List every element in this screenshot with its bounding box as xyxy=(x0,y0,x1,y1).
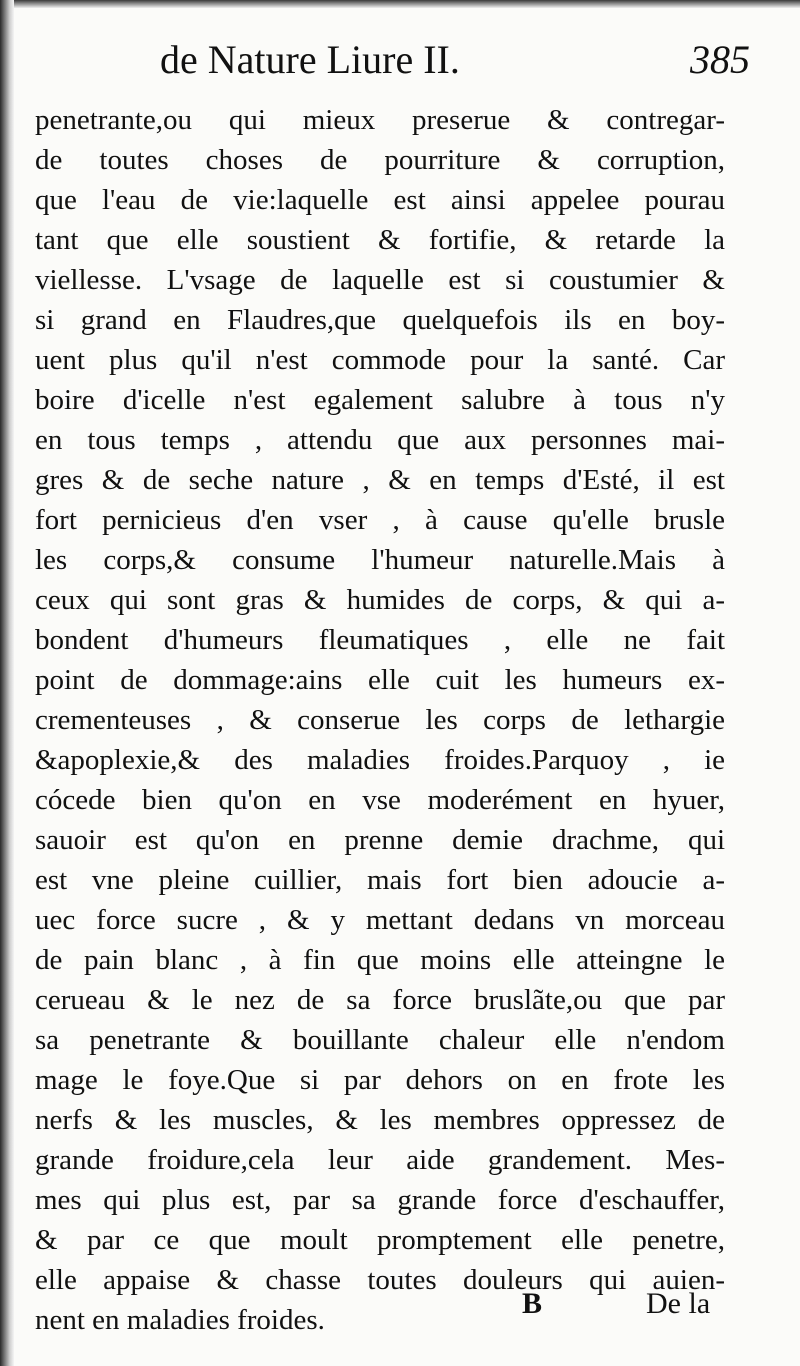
page-header xyxy=(160,30,760,90)
text-line: bondent d'humeurs fleumatiques , elle ne fait xyxy=(35,624,725,656)
text-line: & par ce que moult promptement elle penetre, xyxy=(35,1224,725,1256)
text-line: ceux qui sont gras & humides de corps, & qui a- xyxy=(35,584,725,616)
text-line: nent en maladies froides. xyxy=(35,1304,325,1336)
text-line: tant que elle soustient & fortifie, & retarde la xyxy=(35,224,725,256)
text-line: elle appaise & chasse toutes douleurs qui auien- xyxy=(35,1264,725,1296)
text-line: mes qui plus est, par sa grande force d'eschauffer, xyxy=(35,1184,725,1216)
text-line: cerueau & le nez de sa force bruslãte,ou que par xyxy=(35,984,725,1016)
text-line: uec force sucre , & y mettant dedans vn morceau xyxy=(35,904,725,936)
catchword: De la xyxy=(646,1287,711,1320)
text-line: nerfs & les muscles, & les membres oppressez de xyxy=(35,1104,725,1136)
text-line: uent plus qu'il n'est commode pour la santé. Car xyxy=(35,344,725,376)
page-number: 385 xyxy=(690,37,750,82)
text-line: penetrante,ou qui mieux preserue & contregar- xyxy=(35,104,725,136)
body-text xyxy=(35,100,725,1340)
text-line: de toutes choses de pourriture & corruption, xyxy=(35,144,725,176)
text-line: en tous temps , attendu que aux personnes mai- xyxy=(35,424,725,456)
text-line: crementeuses , & conserue les corps de lethargie xyxy=(35,704,725,736)
text-line: sa penetrante & bouillante chaleur elle n'endom xyxy=(35,1024,725,1056)
text-line: boire d'icelle n'est egalement salubre à tous n'y xyxy=(35,384,725,416)
text-line: de pain blanc , à fin que moins elle atteingne le xyxy=(35,944,725,976)
text-line: que l'eau de vie:laquelle est ainsi appelee pourau xyxy=(35,184,725,216)
text-line: viellesse. L'vsage de laquelle est si coustumier & xyxy=(35,264,725,296)
text-line: si grand en Flaudres,que quelquefois ils en boy- xyxy=(35,304,725,336)
text-line: gres & de seche nature , & en temps d'Esté, il est xyxy=(35,464,725,496)
text-line: point de dommage:ains elle cuit les humeurs ex- xyxy=(35,664,725,696)
page-footer xyxy=(0,1284,800,1324)
page-top-edge xyxy=(0,0,800,8)
text-line: mage le foye.Que si par dehors on en frote les xyxy=(35,1064,725,1096)
page-binding-shadow xyxy=(0,0,14,1366)
text-line: grande froidure,cela leur aide grandement. Mes- xyxy=(35,1144,725,1176)
text-line: les corps,& consume l'humeur naturelle.Mais à xyxy=(35,544,725,576)
text-line: fort pernicieus d'en vser , à cause qu'elle brusle xyxy=(35,504,725,536)
signature-mark: B xyxy=(522,1287,543,1320)
text-line: cócede bien qu'on en vse moderément en hyuer, xyxy=(35,784,725,816)
text-line: sauoir est qu'on en prenne demie drachme, qui xyxy=(35,824,725,856)
text-line: est vne pleine cuillier, mais fort bien adoucie a- xyxy=(35,864,725,896)
running-title: de Nature Liure II. xyxy=(160,37,460,82)
text-line: &apoplexie,& des maladies froides.Parquoy , ie xyxy=(35,744,725,776)
